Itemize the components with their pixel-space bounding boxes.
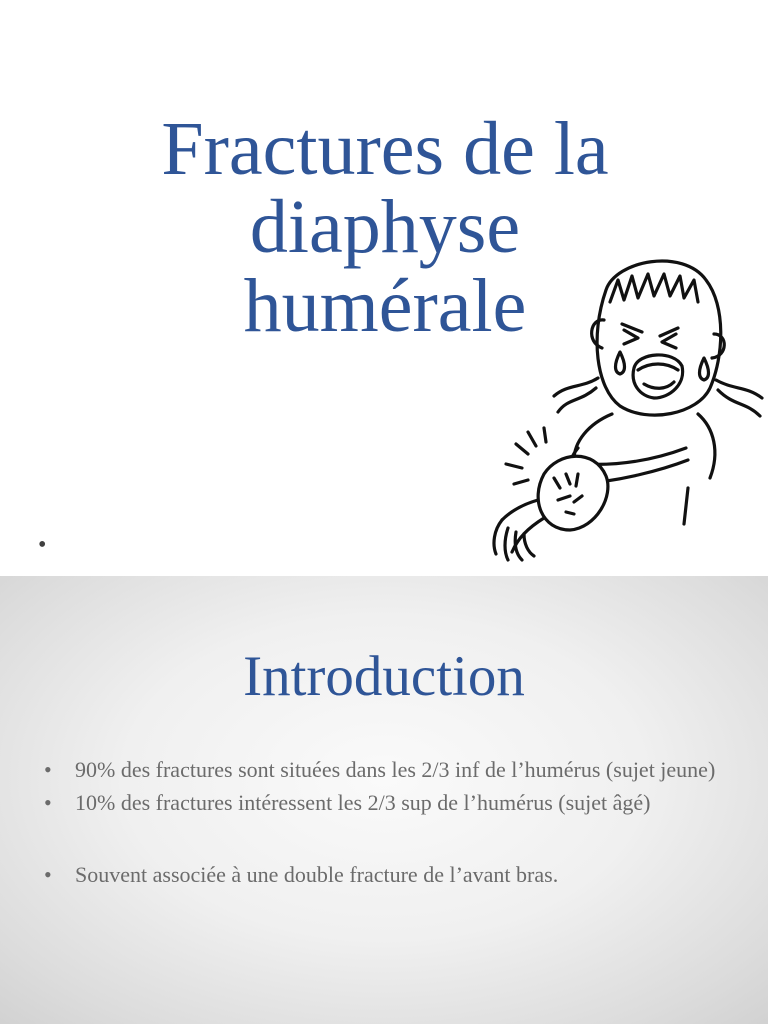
introduction-heading: Introduction	[243, 645, 525, 708]
empty-bullet: •	[38, 532, 47, 558]
crying-person-holding-broken-arm-icon	[478, 238, 768, 568]
list-item: • 90% des fractures sont situées dans les 2/3 inf de l’humérus (sujet jeune)	[44, 754, 724, 786]
introduction-slide	[0, 576, 768, 1024]
list-item: • 10% des fractures intéressent les 2/3 sup de l’humérus (sujet âgé)	[44, 787, 724, 819]
bullet-list	[44, 754, 724, 892]
title-line-2: diaphyse	[249, 185, 521, 270]
list-item: • Souvent associée à une double fracture de l’avant bras.	[44, 859, 724, 891]
title-line-3: humérale	[243, 263, 527, 348]
title-line-1: Fractures de la	[161, 107, 609, 191]
